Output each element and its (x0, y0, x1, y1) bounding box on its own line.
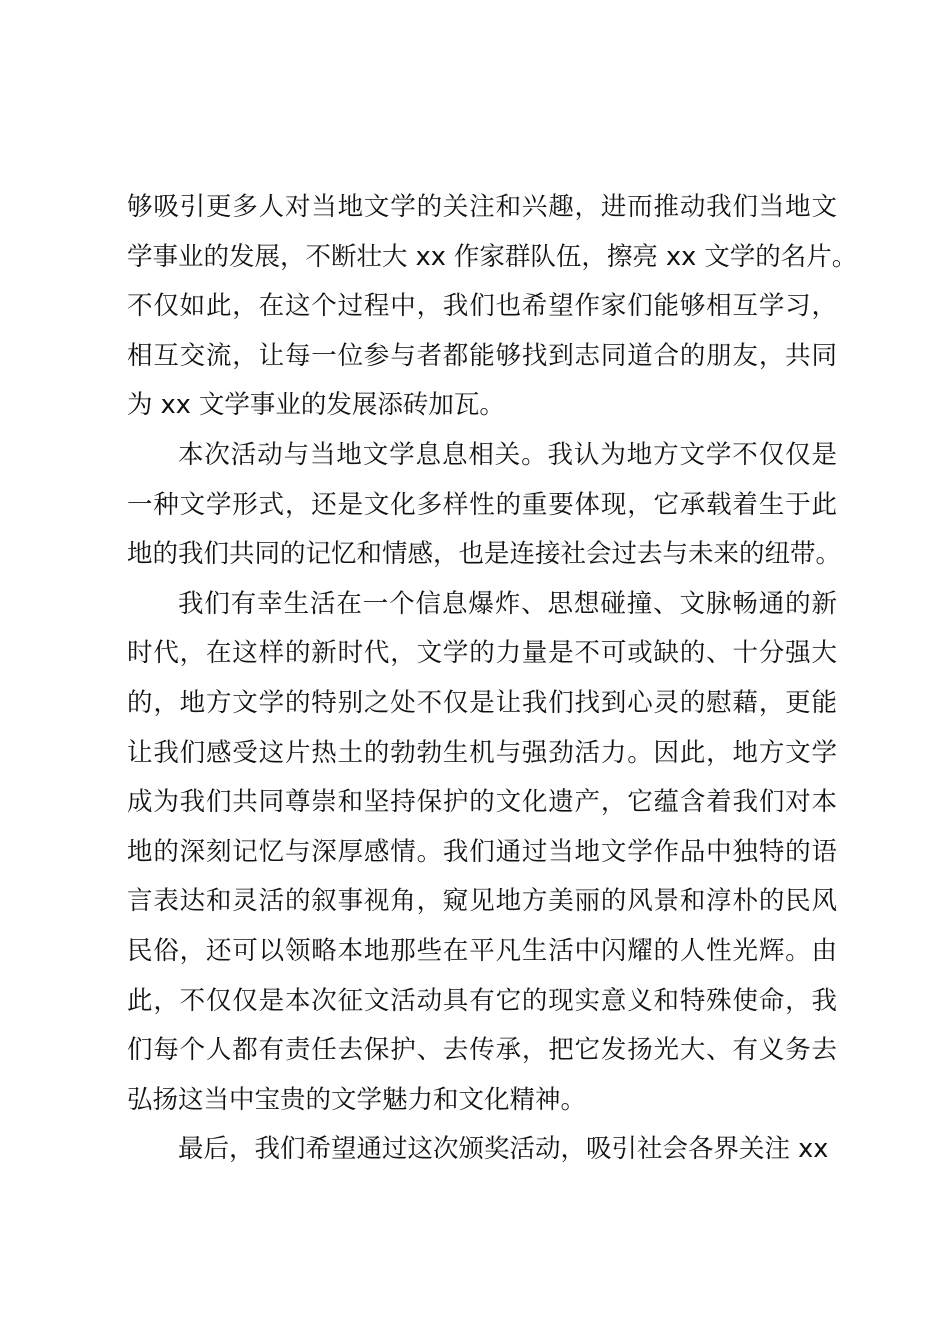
text-line: 们每个人都有责任去保护、去传承，把它发扬光大、有义务去 (127, 1035, 837, 1066)
text-line: 最后，我们希望通过这次颁奖活动，吸引社会各界关注 xx (178, 1134, 829, 1165)
text-line: 时代，在这样的新时代，文学的力量是不可或缺的、十分强大 (127, 638, 837, 669)
text-line: 不仅如此，在这个过程中，我们也希望作家们能够相互学习， (127, 291, 837, 322)
text-line: 成为我们共同尊崇和坚持保护的文化遗产，它蕴含着我们对本 (127, 787, 837, 818)
text-line: 够吸引更多人对当地文学的关注和兴趣，进而推动我们当地文 (127, 192, 837, 222)
text-line: 相互交流，让每一位参与者都能够找到志同道合的朋友，共同 (127, 340, 837, 371)
text-line: 弘扬这当中宝贵的文学魅力和文化精神。 (127, 1084, 587, 1115)
text-line: 言表达和灵活的叙事视角，窥见地方美丽的风景和淳朴的民风 (127, 886, 837, 917)
text-line: 我们有幸生活在一个信息爆炸、思想碰撞、文脉畅通的新 (178, 588, 837, 619)
text-line: 一种文学形式，还是文化多样性的重要体现，它承载着生于此 (127, 489, 837, 520)
text-line: 此，不仅仅是本次征文活动具有它的现实意义和特殊使命，我 (127, 985, 837, 1016)
text-line: 为 xx 文学事业的发展添砖加瓦。 (127, 390, 505, 421)
text-line: 的，地方文学的特别之处不仅是让我们找到心灵的慰藉，更能 (127, 687, 837, 718)
text-line: 本次活动与当地文学息息相关。我认为地方文学不仅仅是 (178, 439, 837, 470)
text-line: 地的深刻记忆与深厚感情。我们通过当地文学作品中独特的语 (127, 836, 837, 867)
text-line: 学事业的发展，不断壮大 xx 作家群队伍，擦亮 xx 文学的名片。 (127, 241, 858, 272)
text-line: 让我们感受这片热土的勃勃生机与强劲活力。因此，地方文学 (127, 737, 837, 768)
body-text (127, 183, 858, 1175)
text-line: 地的我们共同的记忆和情感，也是连接社会过去与未来的纽带。 (127, 539, 842, 570)
text-line: 民俗，还可以领略本地那些在平凡生活中闪耀的人性光辉。由 (127, 935, 837, 966)
